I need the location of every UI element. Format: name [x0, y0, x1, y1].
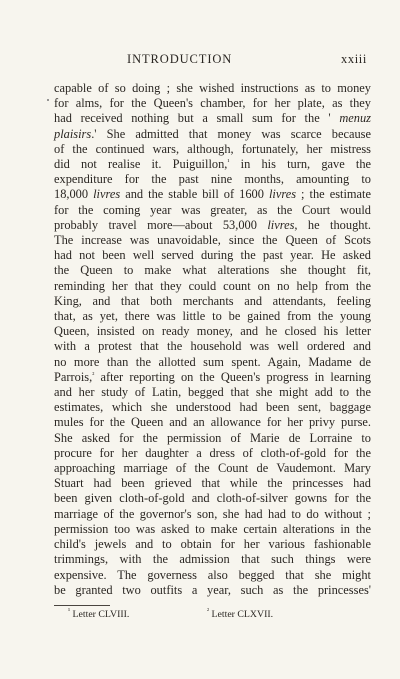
text-line: with a protest that the household was well ordered and	[54, 339, 371, 354]
text-line: for the coming year was greater, as the Court would	[54, 202, 371, 217]
text-line: be granted two outfits a year, such as the princesses'	[54, 582, 371, 597]
text-line: estimates, which she understood had been sent, baggage	[54, 400, 371, 415]
text-line: the Queen to make what alterations she thought fit,	[54, 263, 371, 278]
text-line: reminding her that they could count on no help from the	[54, 278, 371, 293]
text-line: probably travel more—about 53,000 livres, he thought.	[54, 217, 371, 232]
text-line: marriage of the governor's son, she had had to do without ;	[54, 506, 371, 521]
text-line: expensive. The governess also begged that she might	[54, 567, 371, 582]
text-line: expenditure for the past nine months, amounting to	[54, 172, 371, 187]
footnote-2: $^{^2}$ Letter CLXVII.	[207, 607, 274, 620]
text-line: for alms, for the Queen's chamber, for her plate, as they	[54, 96, 371, 111]
page-number: xxiii	[341, 52, 367, 66]
text-line: King, and that both merchants and attendants, feeling	[54, 293, 371, 308]
text-line: plaisirs.' She admitted that money was scarce because	[54, 126, 371, 141]
text-line: 18,000 livres and the stable bill of 1600 livres ; the estimate	[54, 187, 371, 202]
text-line: mules for the Queen and an allowance for her privy purse.	[54, 415, 371, 430]
text-line: that, as yet, there was little to be gained from the young	[54, 309, 371, 324]
text-line: child's jewels and to obtain for her various fashionable	[54, 537, 371, 552]
footnote-1: $^{^1}$ Letter CLVIII.	[68, 607, 130, 620]
text-line: Queen, insisted on ready money, and he closed his letter	[54, 324, 371, 339]
text-line: permission too was asked to make certain alterations in the	[54, 521, 371, 536]
text-line: of the continued wars, although, fortunately, her mistress	[54, 141, 371, 156]
footnote-rule	[54, 605, 110, 606]
text-line: had received nothing but a small sum for the ' menuz	[54, 111, 371, 126]
margin-mark	[47, 99, 49, 101]
text-line: trimmings, with the admission that such things were	[54, 552, 371, 567]
text-line: Stuart had been grieved that while the princesses had	[54, 476, 371, 491]
running-head	[0, 52, 400, 68]
text-line: She asked for the permission of Marie de Lorraine to	[54, 430, 371, 445]
text-line: The increase was unavoidable, since the Queen of Scots	[54, 233, 371, 248]
text-line: had not been well served during the past year. He asked	[54, 248, 371, 263]
text-line: capable of so doing ; she wished instructions as to money	[54, 81, 371, 95]
text-line: Parrois,$^{^2}$ after reporting on the Queen's progress in learning	[54, 369, 371, 384]
text-line: approaching marriage of the Count de Vaudemont. Mary	[54, 461, 371, 476]
text-line: been given cloth-of-gold and cloth-of-silver gowns for the	[54, 491, 371, 506]
text-line: procure for her daughter a dress of cloth-of-gold for the	[54, 445, 371, 460]
text-line: no more than the allotted sum spent. Again, Madame de	[54, 354, 371, 369]
body-text	[54, 81, 371, 598]
text-line: and her study of Latin, begged that she might add to the	[54, 385, 371, 400]
running-title: INTRODUCTION	[127, 52, 233, 66]
text-line: did not realise it. Puiguillon,$^{^1}$ in his turn, gave the	[54, 157, 372, 172]
